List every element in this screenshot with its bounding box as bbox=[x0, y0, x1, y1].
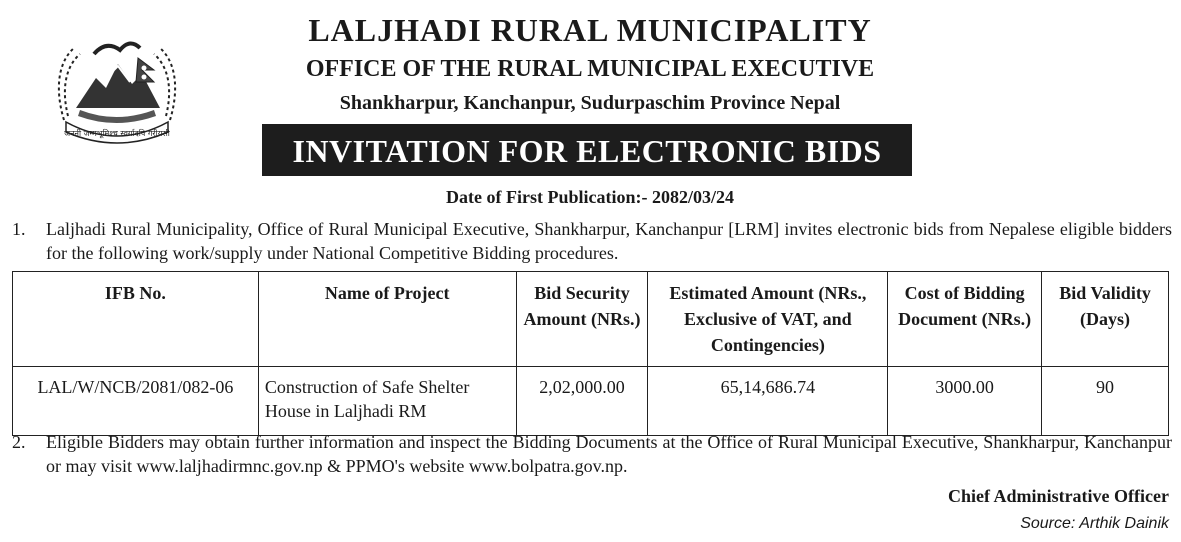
bids-table bbox=[12, 271, 1169, 436]
column-header-estimated-amount: Estimated Amount (NRs., Exclusive of VAT, and Contingencies) bbox=[648, 272, 888, 367]
paragraph-2 bbox=[12, 430, 1172, 478]
government-emblem-icon bbox=[46, 24, 188, 144]
paragraph-text: Eligible Bidders may obtain further information and inspect the Bidding Documents at the Office of Rural Municipal Executive, Shankharpur, Kanchanpur or may visit www.laljhadirmnc.gov.np & PPMO's website www.bolpatra.gov.np. bbox=[46, 432, 1172, 476]
paragraph-number: 2. bbox=[12, 432, 26, 452]
municipality-title: LALJHADI RURAL MUNICIPALITY bbox=[308, 12, 872, 48]
emblem-inscription: जननी जन्मभूमिश्च स्वर्गादपि गरीयसी bbox=[64, 129, 170, 138]
publication-date: Date of First Publication:- 2082/03/24 bbox=[446, 187, 734, 207]
column-header-ifb: IFB No. bbox=[13, 272, 259, 367]
cell-cost-of-document: 3000.00 bbox=[888, 367, 1042, 436]
column-header-bid-validity: Bid Validity (Days) bbox=[1042, 272, 1169, 367]
cell-bid-validity: 90 bbox=[1042, 367, 1169, 436]
cell-estimated-amount: 65,14,686.74 bbox=[648, 367, 888, 436]
column-header-cost-of-document: Cost of Bidding Document (NRs.) bbox=[888, 272, 1042, 367]
table-row bbox=[13, 367, 1169, 436]
address-line: Shankharpur, Kanchanpur, Sudurpaschim Province Nepal bbox=[339, 92, 841, 114]
office-title: OFFICE OF THE RURAL MUNICIPAL EXECUTIVE bbox=[305, 56, 875, 82]
signature-title: Chief Administrative Officer bbox=[948, 486, 1169, 506]
notice-banner: INVITATION FOR ELECTRONIC BIDS bbox=[262, 124, 912, 176]
paragraph-text: Laljhadi Rural Municipality, Office of Rural Municipal Executive, Shankharpur, Kanchanpur [LRM] invites electronic bids from Nepalese eligible bidders for the following work/supply under National Competitive Bidding procedures. bbox=[46, 219, 1172, 263]
cell-bid-security: 2,02,000.00 bbox=[516, 367, 648, 436]
paragraph-1 bbox=[12, 217, 1172, 265]
paragraph-number: 1. bbox=[12, 219, 26, 239]
cell-project-name: Construction of Safe Shelter House in Laljhadi RM bbox=[258, 367, 516, 436]
column-header-bid-security: Bid Security Amount (NRs.) bbox=[516, 272, 648, 367]
cell-ifb-no: LAL/W/NCB/2081/082-06 bbox=[13, 367, 259, 436]
source-credit: Source: Arthik Dainik bbox=[1020, 515, 1169, 532]
table-header-row bbox=[13, 272, 1169, 367]
column-header-project: Name of Project bbox=[258, 272, 516, 367]
